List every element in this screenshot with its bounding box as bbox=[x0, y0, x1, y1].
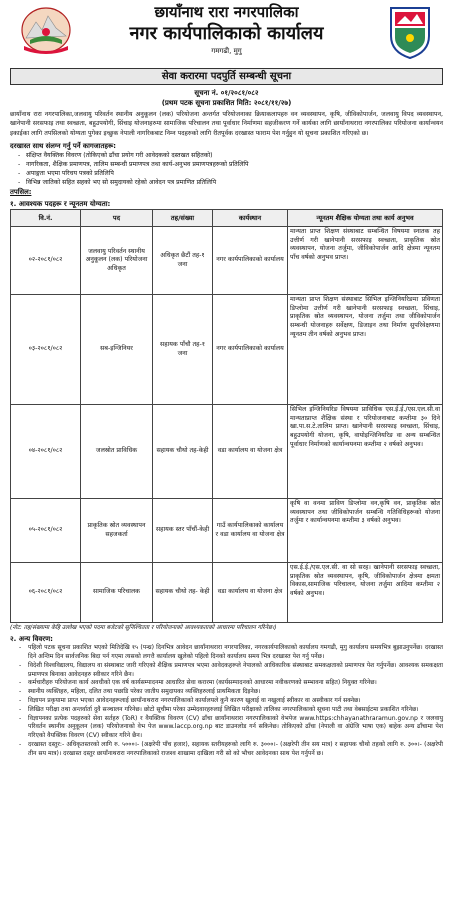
cell-level: सहायक चौथो तह- केही bbox=[153, 563, 213, 623]
cell-qualification: सिभिल इन्जिनियरिङ विषयमा प्राविधिक एस.ई.ई./एस.एल.सी.वा मान्यताप्राप्त शैक्षिक संस्था र परियोजनाबाट कम्तीमा ३० दिने खा.पा.स.टे.तालिम प्राप्त। खानेपानी सरसफाइ स्वच्छता, सिंचाइ, बहुउपयोगी योजना, कृषि, वायोइन्जिनियरिङ वा अन्य सम्बन्धित पूर्वाधार निर्माणको कार्यान्वयनमा कम्तीमा २ वर्षको अनुभव। bbox=[288, 405, 443, 499]
table-row bbox=[11, 405, 443, 499]
list-item: - कर्मचारीहरु परियोजना कार्य अवधीको एक वर्ष कार्यसम्पादनमा आधारित सेवा करारमा (कार्यसम्पादनको आधारमा नवीकरणको सम्भावना सहित) नियुक्त गरिनेछ। bbox=[28, 679, 443, 688]
list-item: - लिखित परीक्षा तथा अन्तर्वार्ता दुवै सञ्चालन गरिनेछ। छोटो सूचीमा परेका उम्मेदवारहरुलाई लिखित परीक्षाको तालिका नगरपालिकाको सूचना पाटी तथा वेबसाईटमा प्रकाशित गरिनेछ। bbox=[28, 706, 443, 715]
cell-level: अधिकृत छैटौं तह-१ जना bbox=[153, 227, 213, 295]
letterhead bbox=[10, 0, 443, 66]
other-details-list bbox=[10, 644, 443, 758]
cell-qualification: एस.ई.ई./एस.एल.सी. वा सो सरह। खानेपानी सरसफाइ स्वच्छता, प्राकृतिक स्रोत व्यवस्थापन, कृषि, जीविकोपार्जन क्षेत्रमा क्षमता विकास,सामाजिक परिचालन, योजना तर्जुमा आदिमा कम्तीमा २ वर्षको अनुभव। bbox=[288, 563, 443, 623]
schedule-heading: तपसिल: bbox=[10, 188, 32, 197]
cell-place: गाउँ कार्यपालिकाको कार्यालय र वडा कार्यालय वा योजना क्षेत्र bbox=[213, 499, 288, 563]
table-header-row bbox=[11, 210, 443, 227]
column-header: पद bbox=[81, 210, 153, 227]
list-item: - विदेशी विश्वविद्यालय, विद्यालय वा संस्थाबाट जारी गरिएको शैक्षिक प्रमाणपत्र भएमा आवेदकहरूले नेपालको आधिकारिक संस्थाबाट समकक्षताको प्रमाणपत्र पेश गर्नुपर्नेछ। आवश्यक समकक्षता प्रमाणपत्र बिनाका आवेदनहरु स्वीकार गरिने छैन। bbox=[28, 662, 443, 680]
cell-number: ०२-२०८१/०८२ bbox=[11, 227, 81, 295]
cell-post: प्राकृतिक स्रोत व्यवस्थापन सहजकर्ता bbox=[81, 499, 153, 563]
section-1-title: १. आवश्यक पदहरू र न्यूनतम योग्यता: bbox=[10, 200, 111, 209]
list-item: - विज्ञापनका प्रत्येक पदहरुको सेवा सर्तहरु (ToR) र वैयक्तिक विवरण (CV) ढाँचा छायाँनाथरारा नगरपालिकाको वेभपेज www.https:chhayanathraramun.gov.np र जलवायु परिवर्तन स्थानीय अनुकूलन (लक) परियोजनाको वेभ पेज www.laccp.org.np बाट डाउनलोड गर्न सकिनेछ। तोकिएको ढाँचा (नेपाली वा अंग्रेजि भाषा एक) बाहेक अन्य ढाँचामा पेश गरिएको वैयक्तिक विवरण (CV) स्वीकार गरिने छैन। bbox=[28, 715, 443, 741]
cell-post: सामाजिक परिचालक bbox=[81, 563, 153, 623]
cell-level: सहायक पाँचौ तह-१ जना bbox=[153, 295, 213, 405]
cell-place: नगर कार्यपालिकाको कार्यालय bbox=[213, 295, 288, 405]
office-name: नगर कार्यपालिकाको कार्यालय bbox=[129, 23, 324, 44]
column-header: कार्यस्थान bbox=[213, 210, 288, 227]
cell-level: सहायक चौथो तह-केही bbox=[153, 405, 213, 499]
notice-number: सूचना नं. ०१/२०८१/०८२ bbox=[194, 89, 259, 97]
published-date: (प्रथम पटक सूचना प्रकाशित मिति: २०८१/११/२७) bbox=[161, 99, 292, 107]
cell-qualification: मान्यता प्राप्त शिक्षण संस्थाबाट सम्बन्धित विषयमा स्नातक तह उत्तीर्ण गरी खानेपानी सरसफाइ स्वच्छता, प्राकृतिक स्रोत व्यवस्थापन, योजना तर्जुमा, जीविकोपार्जन आदि क्षेत्रमा न्यूनतम पाँच वर्षको अनुभव प्राप्त। bbox=[288, 227, 443, 295]
table-note: (नोट: तह/संख्यामा केहि उल्लेख भएको पदमा बजेटको सुनिश्चितता र परियोजनाको आवश्यकताको आधारमा परिचालन गरिनेछ।) bbox=[10, 625, 277, 632]
list-item: - विज्ञापन प्रकृयामा प्राप्त भएका आवेदनहरूलाई छायाँनाथरारा नगरपालिकाको कार्यालयले कुनै कारण खुलाई वा नखुलाई स्वीकार वा अस्वीकार गर्न सक्नेछ। bbox=[28, 697, 443, 706]
documents-heading: दरखास्त साथ संलग्न गर्नु पर्ने कागजातहरू: bbox=[10, 142, 116, 151]
table-row bbox=[11, 227, 443, 295]
table-row bbox=[11, 563, 443, 623]
list-item: - पहिलो पटक सूचना प्रकाशित भएको मितिदेखि १५ (पन्ध्र) दिनभित्र आवेदन छायाँनाथरारा नगरपालिका, नगरकार्यपालिकाको कार्यालय गमगढी, मुगु कार्यालय समयभित्र बुझाउनुपर्नेछ। दरखास्त दिने अन्तिम दिन सार्वजनिक बिदा पर्न गएमा त्यसको लगत्तै कार्यालय खुलेको पहिलो दिनको कार्यालय समय भित्र दरखास्त पेश गर्नु पर्नेछ। bbox=[28, 644, 443, 662]
cell-place: वडा कार्यालय वा योजना क्षेत्र bbox=[213, 405, 288, 499]
cell-post: जलस्रोत प्राविधिक bbox=[81, 405, 153, 499]
cell-place: नगर कार्यपालिकाको कार्यालय bbox=[213, 227, 288, 295]
cell-number: ०३-२०८१/०८२ bbox=[11, 295, 81, 405]
cell-number: ०५-२०८१/०८२ bbox=[11, 499, 81, 563]
list-item: - विभिन्न जातिको सहित सहको भए सो समुदायको रहेको आवेदन पत्र प्रमाणित प्रतिलिपि bbox=[26, 178, 443, 187]
notice-title-banner: सेवा करारमा पदपुर्ति सम्बन्धी सूचना bbox=[10, 68, 443, 85]
municipality-name: छायाँनाथ रारा नगरपालिका bbox=[154, 3, 299, 21]
documents-list bbox=[10, 151, 443, 187]
municipality-logo-icon bbox=[385, 4, 435, 60]
cell-post: जलवायु परिवर्तन स्थानीय अनुकूलन (लक) परियोजना अधिकृत bbox=[81, 227, 153, 295]
cell-qualification: कृषि वा वनमा प्राविण डिप्लोमा वन,कृषि वन, प्राकृतिक स्रोत व्यवस्थापन तथा जीविकोपार्जन सम्बन्धि गतिविधिहरूको योजना तर्जुमा र कार्यान्वयनमा कम्तीमा ३ वर्षको अनुभव। bbox=[288, 499, 443, 563]
list-item: - संक्षिप्त वैयक्तिक विवरण (तोकिएको ढाँचा प्रयोग गरी आवेदकको दस्तखत सहितको) bbox=[26, 151, 443, 160]
cell-number: ०६-२०८१/०८२ bbox=[11, 563, 81, 623]
list-item: - नागरिकता, शैक्षिक प्रमाणपत्र, तालिम सम्बन्धी प्रमाणपत्र तथा कार्य-अनुभव प्रमाणपत्रहरूको प्रतिलिपि bbox=[26, 160, 443, 169]
intro-paragraph: छायाँनाथ रारा नगरपालिका,जलवायु परिवर्तन स्थानीय अनुकूलन (लक) परियोजना अन्तर्गत परियोजनाका क्रियाकलापहरु वन व्यवस्थापन, कृषि, जीविकोपार्जन, जलवायु विपद व्यवस्थापन, खानेपानी सरसफाइ तथा स्वच्छता, बहुउपयोगी, सिंचाइ योजनाहरुमा सामाजिक परिचालन तथा पूर्वाधार निर्माणमा सहजीकरण गर्ने कार्यका लागि छायाँनाथरारा नगरपालिका परियोजना कार्यान्वयन इकाईका लागि तपसिलको योग्यता पुगेका इच्छुक नेपाली नागरिकबाट निम्न पदहरुको लागि रीतपूर्वक दरखास्त फाराम पेश गर्नुहुन यो सूचना प्रकाशित गरिएको छ। bbox=[10, 111, 443, 137]
list-item: - स्थानीय व्यक्तिहरु, महिला, दलित तथा पछाडि परेका जातीय समुदायका व्यक्तिहरुलाई प्राथमिकता दिइनेछ। bbox=[28, 688, 443, 697]
column-header: तह/संख्या bbox=[153, 210, 213, 227]
list-item: - दरखास्त दस्तुर:- अधिकृतस्तरको लागि रु. ५०००।- (अक्षरेपी पाँच हजार), सहायक स्तरीयहरुको लागि रु. ३०००।- (अक्षरेपी तीन सय मात्र) र सहायक चौथो तहको लागि रु. ३००।- (अक्षरेपी तीन सय मात्र)। दरखास्त दस्तुर छायाँनाथरारा नगरपालिकाको राजश्व शाखामा दाखिला गरी सो को भौचर आवेदनका साथ पेश गर्नुपर्ने छ। bbox=[28, 741, 443, 759]
section-2-title: २. अन्य विवरण: bbox=[10, 635, 53, 644]
cell-level: सहायक स्तर पाँचौं-केही bbox=[153, 499, 213, 563]
list-item: - अपाङ्गता भएमा परिचय पत्रको प्रतिलिपि bbox=[26, 169, 443, 178]
cell-post: सब-इन्जिनियर bbox=[81, 295, 153, 405]
government-emblem-icon bbox=[20, 6, 72, 54]
office-address: गमगढी, मुगु bbox=[211, 47, 242, 55]
table-row bbox=[11, 295, 443, 405]
column-header: वि.नं. bbox=[11, 210, 81, 227]
table-row bbox=[11, 499, 443, 563]
cell-number: ०४-२०८१/०८२ bbox=[11, 405, 81, 499]
cell-place: वडा कार्यालय वा योजना क्षेत्र bbox=[213, 563, 288, 623]
cell-qualification: मान्यता प्राप्त शिक्षण संस्थाबाट सिभिल इन्जिनियरिङमा प्रविणता डिप्लोमा उत्तीर्ण गरी खानेपानी सरसफाइ स्वच्छता, सिंचाइ, प्राकृतिक स्रोत व्यवस्थापन, योजना तर्जुमा तथा जीविकोपार्जन सम्बन्धी योजनाहरु सर्वेक्षण, डिजाइन तथा निर्माण सुपरिवेक्षणमा न्यूनतम तीन वर्षको अनुभव प्राप्त। bbox=[288, 295, 443, 405]
column-header: न्यूनतम शैक्षिक योग्यता तथा कार्य अनुभव bbox=[288, 210, 443, 227]
posts-table bbox=[10, 209, 443, 623]
